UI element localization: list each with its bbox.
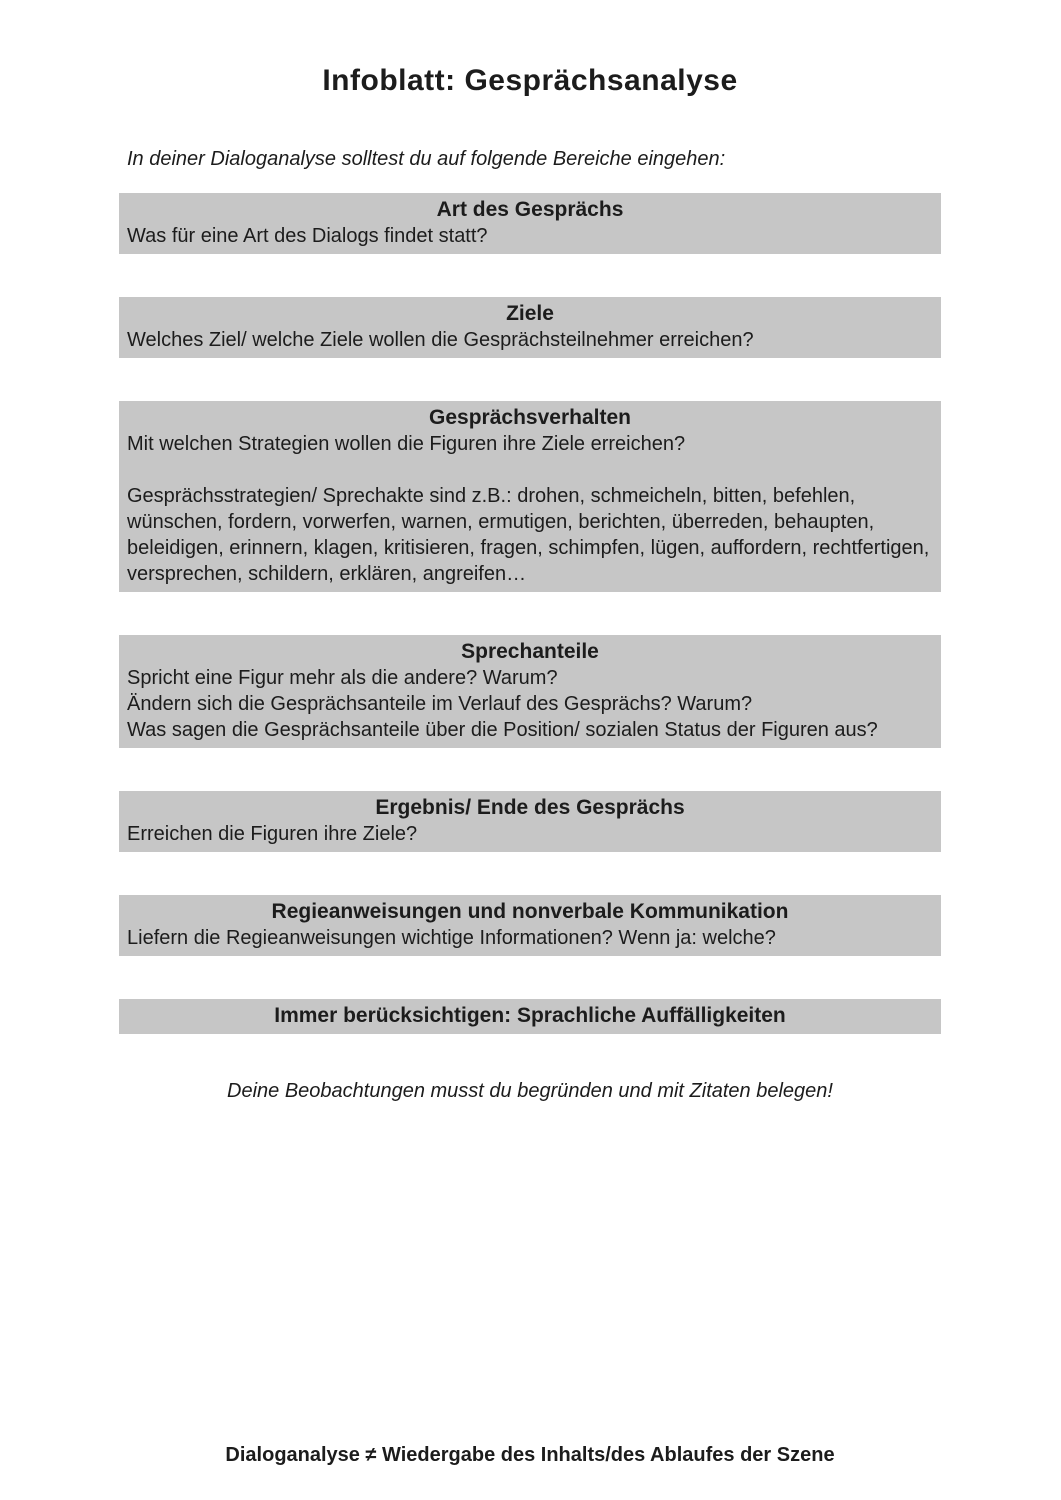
section-line: Mit welchen Strategien wollen die Figuren ihre Ziele erreichen? (127, 433, 686, 455)
section-line: Spricht eine Figur mehr als die andere? Warum? (127, 667, 558, 689)
section-line: Gesprächsstrategien/ Sprechakte sind z.B.: drohen, schmeicheln, bitten, befehlen, wünschen, fordern, vorwerfen, warnen, ermutigen, berichten, überreden, behaupten, beleidigen, erinnern, klagen, kritisieren, fragen, schimpfen, lügen, auffordern, rechtfertigen, versprechen, schildern, erklären, angreifen… (127, 485, 930, 585)
section-box (119, 401, 941, 592)
section-box (119, 635, 941, 748)
section-line: Was für eine Art des Dialogs findet statt? (127, 225, 488, 247)
section-heading: Sprechanteile (461, 640, 599, 663)
section-list (119, 193, 941, 1034)
section-heading: Regieanweisungen und nonverbale Kommunikation (271, 900, 789, 923)
note-line: Deine Beobachtungen musst du begründen und mit Zitaten belegen! (227, 1080, 833, 1102)
section-line: Was sagen die Gesprächsanteile über die Position/ sozialen Status der Figuren aus? (127, 719, 878, 741)
section-box (119, 297, 941, 358)
section-blank-line (127, 457, 933, 483)
section-box (119, 193, 941, 254)
section-line: Liefern die Regieanweisungen wichtige Informationen? Wenn ja: welche? (127, 927, 776, 949)
section-heading: Immer berücksichtigen: Sprachliche Auffälligkeiten (274, 1004, 786, 1027)
section-box (119, 999, 941, 1034)
worksheet-content (119, 0, 941, 1468)
section-line: Welches Ziel/ welche Ziele wollen die Gesprächsteilnehmer erreichen? (127, 329, 754, 351)
section-heading: Art des Gesprächs (436, 198, 624, 221)
section-line: Ändern sich die Gesprächsanteile im Verlauf des Gesprächs? Warum? (127, 693, 753, 715)
section-heading: Ergebnis/ Ende des Gesprächs (375, 796, 685, 819)
section-box (119, 895, 941, 956)
page-title: Infoblatt: Gesprächsanalyse (322, 64, 738, 97)
section-box (119, 791, 941, 852)
intro-line: In deiner Dialoganalyse solltest du auf folgende Bereiche eingehen: (127, 148, 726, 170)
section-heading: Ziele (506, 302, 554, 325)
section-line: Erreichen die Figuren ihre Ziele? (127, 823, 418, 845)
footer-line: Dialoganalyse ≠ Wiedergabe des Inhalts/des Ablaufes der Szene (225, 1444, 835, 1466)
section-heading: Gesprächsverhalten (429, 406, 631, 429)
